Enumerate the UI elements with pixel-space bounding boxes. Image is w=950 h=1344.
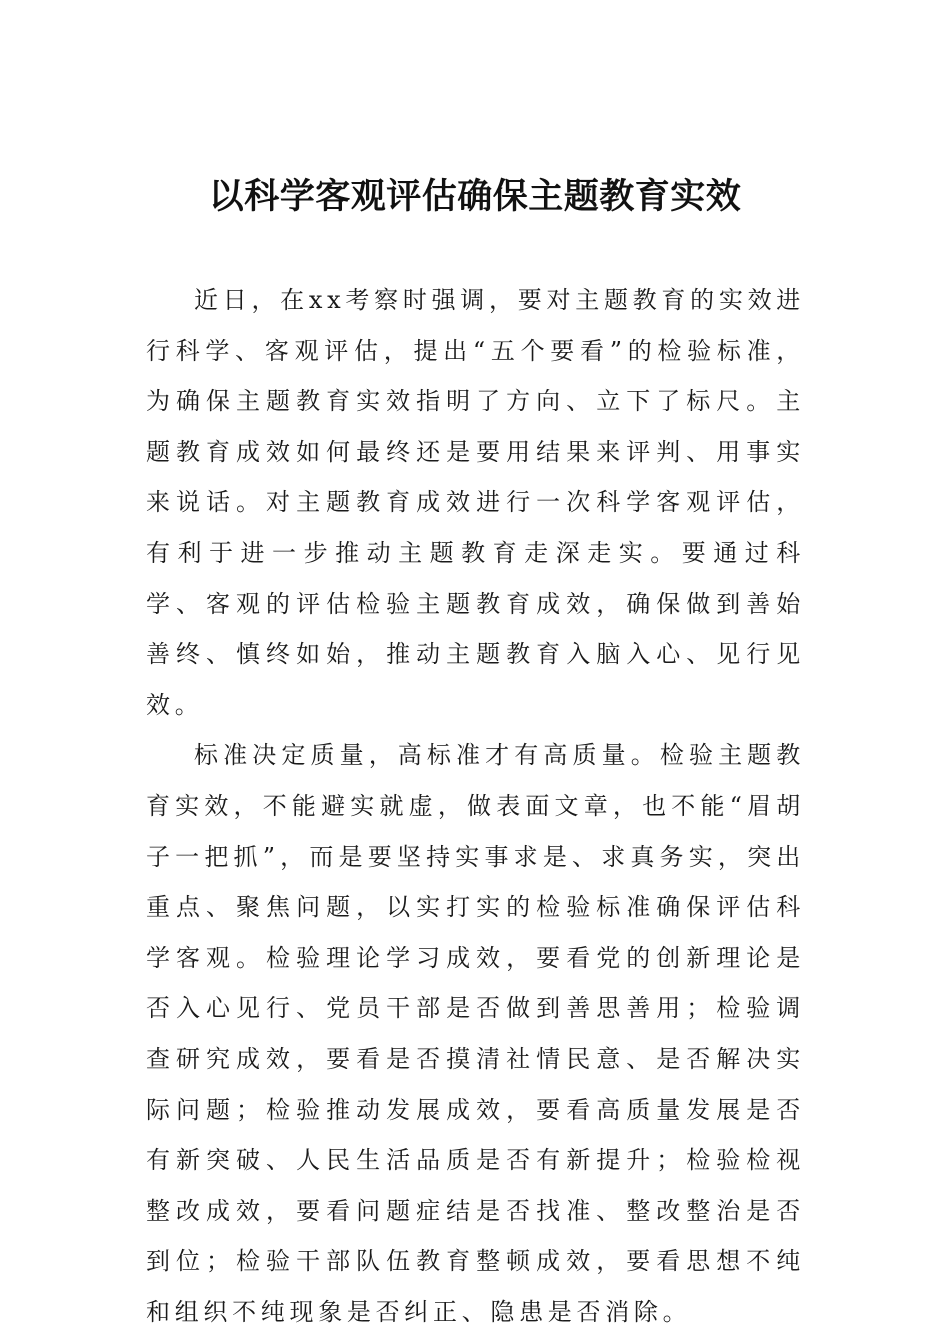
paragraph-1: 近日，在xx考察时强调，要对主题教育的实效进行科学、客观评估，提出“五个要看”的检验标准，为确保主题教育实效指明了方向、立下了标尺。主题教育成效如何最终还是要用结果来评判、用事实来说话。对主题教育成效进行一次科学客观评估，有利于进一步推动主题教育走深走实。要通过科学、客观的评估检验主题教育成效，确保做到善始善终、慎终如始，推动主题教育入脑入心、见行见效。	[146, 286, 805, 719]
document-body	[146, 275, 805, 1337]
document-title: 以科学客观评估确保主题教育实效	[208, 176, 742, 217]
paragraph-2: 标准决定质量，高标准才有高质量。检验主题教育实效，不能避实就虚，做表面文章，也不能“眉胡子一把抓”，而是要坚持实事求是、求真务实，突出重点、聚焦问题，以实打实的检验标准确保评估科学客观。检验理论学习成效，要看党的创新理论是否入心见行、党员干部是否做到善思善用；检验调查研究成效，要看是否摸清社情民意、是否解决实际问题；检验推动发展成效，要看高质量发展是否有新突破、人民生活品质是否有新提升；检验检视整改成效，要看问题症结是否找准、整改整治是否到位；检验干部队伍教育整顿成效，要看思想不纯和组织不纯现象是否纠正、隐患是否消除。	[146, 741, 805, 1326]
